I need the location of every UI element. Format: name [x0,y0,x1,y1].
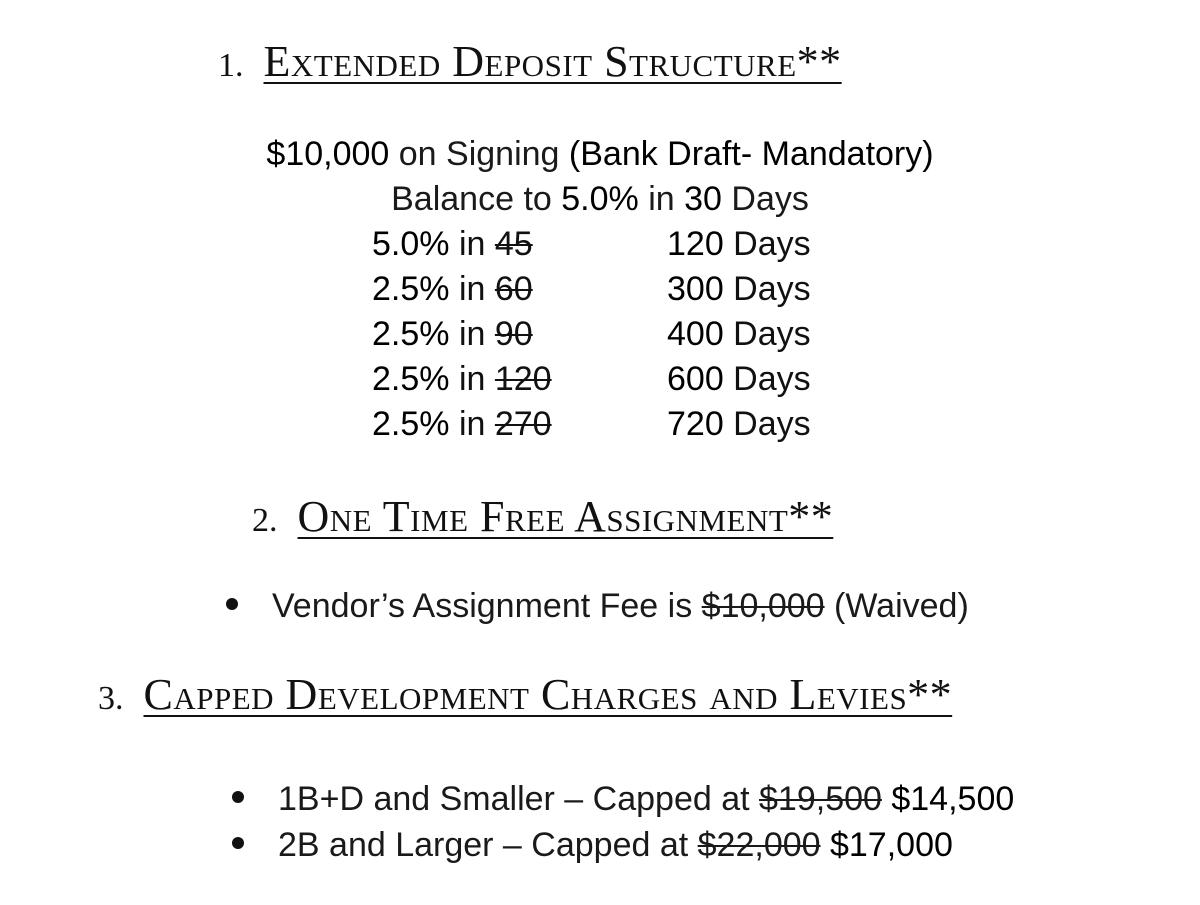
schedule-days-label: Days [723,315,811,353]
schedule-old-days: 90 [494,315,533,353]
schedule-percent: 5.0% [372,225,450,263]
balance-mid: in [638,180,685,218]
section-1-heading [218,37,842,86]
schedule-row-2-right [667,272,811,306]
balance-line [0,182,1200,216]
schedule-row-2-left [372,272,533,306]
schedule-days-label: Days [723,270,811,308]
levy-bullet-pre: 2B and Larger – Capped at [278,826,698,864]
schedule-row-3-left [372,317,533,351]
schedule-in: in [449,315,495,353]
schedule-in: in [449,360,495,398]
schedule-percent: 2.5% [372,270,450,308]
levy-bullet-old-amount: $19,500 [759,780,882,818]
schedule-new-days: 400 [667,315,724,353]
schedule-in: in [449,270,495,308]
schedule-new-days: 300 [667,270,724,308]
section-3-title: Capped Development Charges and Levies** [143,670,953,719]
levy-bullet-1 [232,782,1014,816]
bullet-icon [226,598,238,610]
balance-post: Days [721,180,809,218]
signing-line [0,137,1200,171]
schedule-row-4-left [372,362,552,396]
schedule-in: in [449,225,495,263]
schedule-row-1-left [372,227,533,261]
schedule-row-5-right [667,407,811,441]
balance-percent: 5.0% [561,180,639,218]
schedule-row-3-right [667,317,811,351]
levy-bullet-old-amount: $22,000 [697,826,821,864]
schedule-old-days: 45 [494,225,533,263]
assignment-fee-old-amount: $10,000 [701,587,825,625]
levy-bullet-pre: 1B+D and Smaller – Capped at [278,780,760,818]
section-1-number: 1. [218,47,244,84]
schedule-row-1-right [667,227,811,261]
bullet-icon [232,791,244,803]
schedule-in: in [449,405,495,443]
schedule-row-4-right [667,362,811,396]
section-3-number: 3. [98,680,124,717]
section-3-heading [98,670,953,719]
levy-bullet-2 [232,828,953,862]
schedule-old-days: 270 [494,405,552,443]
section-2-number: 2. [252,502,278,539]
schedule-new-days: 720 [667,405,724,443]
bullet-icon [232,837,244,849]
section-2-title: One Time Free Assignment** [297,492,834,541]
schedule-old-days: 120 [494,360,552,398]
signing-amount: $10,000 [266,135,390,173]
signing-note: (Bank Draft- Mandatory) [568,135,934,173]
assignment-fee-pre: Vendor’s Assignment Fee is [272,587,702,625]
schedule-days-label: Days [723,225,811,263]
levy-bullet-new-amount: $17,000 [820,826,953,864]
balance-days: 30 [684,180,722,218]
schedule-days-label: Days [723,360,811,398]
assignment-fee-bullet [226,589,969,623]
balance-pre: Balance to [391,180,562,218]
schedule-percent: 2.5% [372,405,450,443]
schedule-percent: 2.5% [372,315,450,353]
section-2-heading [252,492,834,541]
schedule-old-days: 60 [494,270,533,308]
schedule-new-days: 600 [667,360,724,398]
section-1-title: Extended Deposit Structure** [263,37,842,86]
assignment-fee-post: (Waived) [824,587,969,625]
schedule-row-5-left [372,407,552,441]
signing-text: on Signing [389,135,569,173]
schedule-new-days: 120 [667,225,724,263]
schedule-percent: 2.5% [372,360,450,398]
levy-bullet-new-amount: $14,500 [881,780,1015,818]
schedule-days-label: Days [723,405,811,443]
